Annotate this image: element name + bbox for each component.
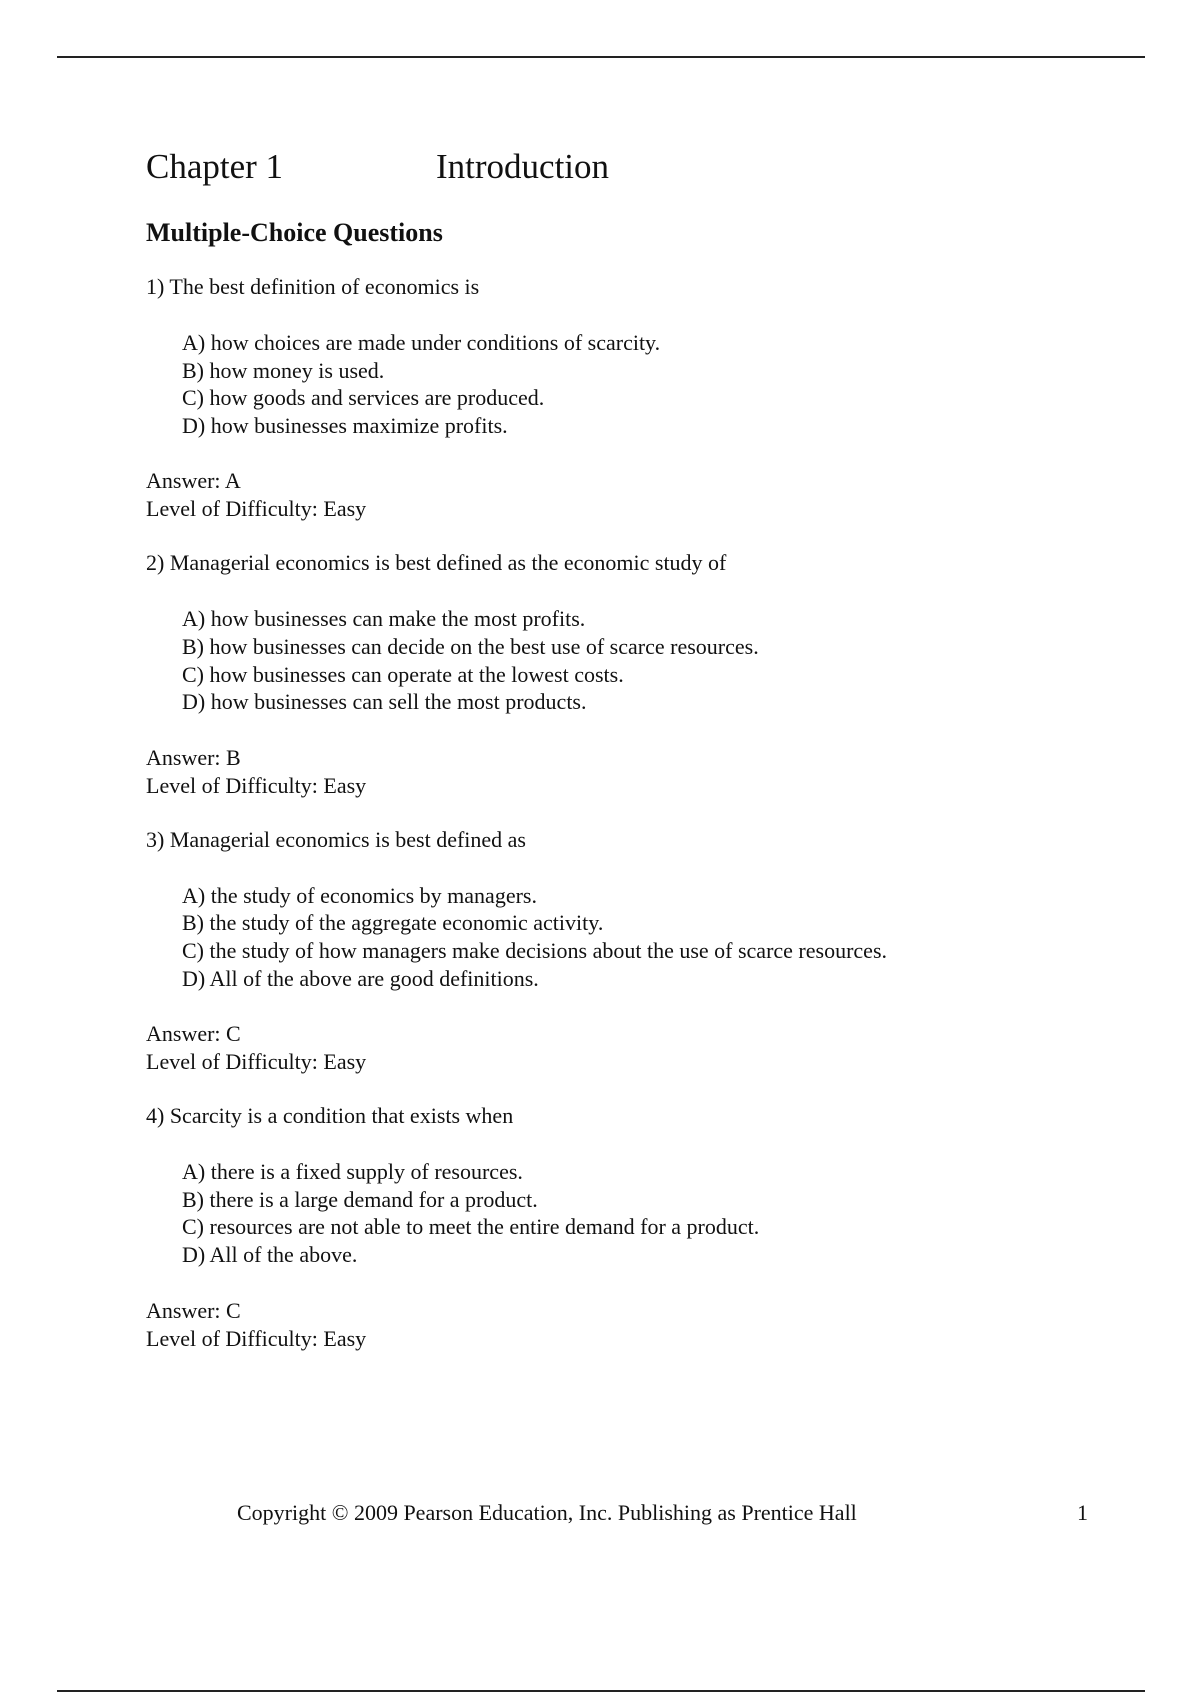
- question-stem: 1) The best definition of economics is: [146, 274, 480, 299]
- question-3: [146, 826, 1096, 1076]
- option-a: A) there is a fixed supply of resources.: [182, 1159, 523, 1185]
- option-d: D) All of the above.: [182, 1241, 358, 1267]
- answer-block: [146, 744, 1096, 800]
- option-c: C) the study of how managers make decisions about the use of scarce resources.: [182, 937, 887, 963]
- option-list: [146, 1158, 1096, 1268]
- option-b: B) there is a large demand for a product.: [182, 1186, 538, 1212]
- chapter-number: Chapter 1: [146, 147, 284, 186]
- question-4: [146, 1102, 1096, 1352]
- answer-text: Answer: A: [146, 468, 241, 494]
- question-list: [146, 273, 1096, 1353]
- difficulty-text: Level of Difficulty: Easy: [146, 1325, 367, 1351]
- answer-block: [146, 1297, 1096, 1353]
- answer-text: Answer: C: [146, 1021, 241, 1047]
- option-d: D) how businesses can sell the most products.: [182, 689, 587, 715]
- answer-text: Answer: C: [146, 1297, 241, 1323]
- difficulty-text: Level of Difficulty: Easy: [146, 772, 367, 798]
- top-rule: [57, 56, 1145, 58]
- answer-text: Answer: B: [146, 744, 241, 770]
- option-list: [146, 605, 1096, 715]
- option-c: C) how goods and services are produced.: [182, 385, 545, 411]
- chapter-heading: [146, 143, 1096, 191]
- option-list: [146, 329, 1096, 439]
- answer-block: [146, 467, 1096, 523]
- question-2: [146, 549, 1096, 799]
- option-c: C) resources are not able to meet the entire demand for a product.: [182, 1214, 760, 1240]
- option-a: A) how choices are made under conditions of scarcity.: [182, 330, 661, 355]
- document-page: [146, 143, 1096, 1379]
- option-b: B) how businesses can decide on the best use of scarce resources.: [182, 633, 759, 659]
- section-title: Multiple-Choice Questions: [146, 218, 443, 247]
- page-number: 1: [1077, 1500, 1088, 1525]
- option-b: B) the study of the aggregate economic activity.: [182, 910, 604, 936]
- option-list: [146, 882, 1096, 992]
- option-b: B) how money is used.: [182, 357, 385, 383]
- difficulty-text: Level of Difficulty: Easy: [146, 1049, 367, 1075]
- difficulty-text: Level of Difficulty: Easy: [146, 496, 367, 522]
- option-d: D) All of the above are good definitions.: [182, 965, 539, 991]
- option-c: C) how businesses can operate at the lowest costs.: [182, 661, 624, 687]
- bottom-rule: [57, 1690, 1145, 1692]
- question-1: [146, 273, 1096, 523]
- answer-block: [146, 1020, 1096, 1076]
- option-a: A) how businesses can make the most profits.: [182, 606, 586, 632]
- question-stem: 3) Managerial economics is best defined as: [146, 826, 526, 852]
- chapter-title: Introduction: [436, 147, 610, 186]
- option-a: A) the study of economics by managers.: [182, 882, 537, 908]
- option-d: D) how businesses maximize profits.: [182, 412, 508, 438]
- question-stem: 4) Scarcity is a condition that exists when: [146, 1103, 514, 1129]
- copyright-notice: Copyright © 2009 Pearson Education, Inc. Publishing as Prentice Hall: [237, 1500, 857, 1525]
- question-stem: 2) Managerial economics is best defined as the economic study of: [146, 550, 727, 576]
